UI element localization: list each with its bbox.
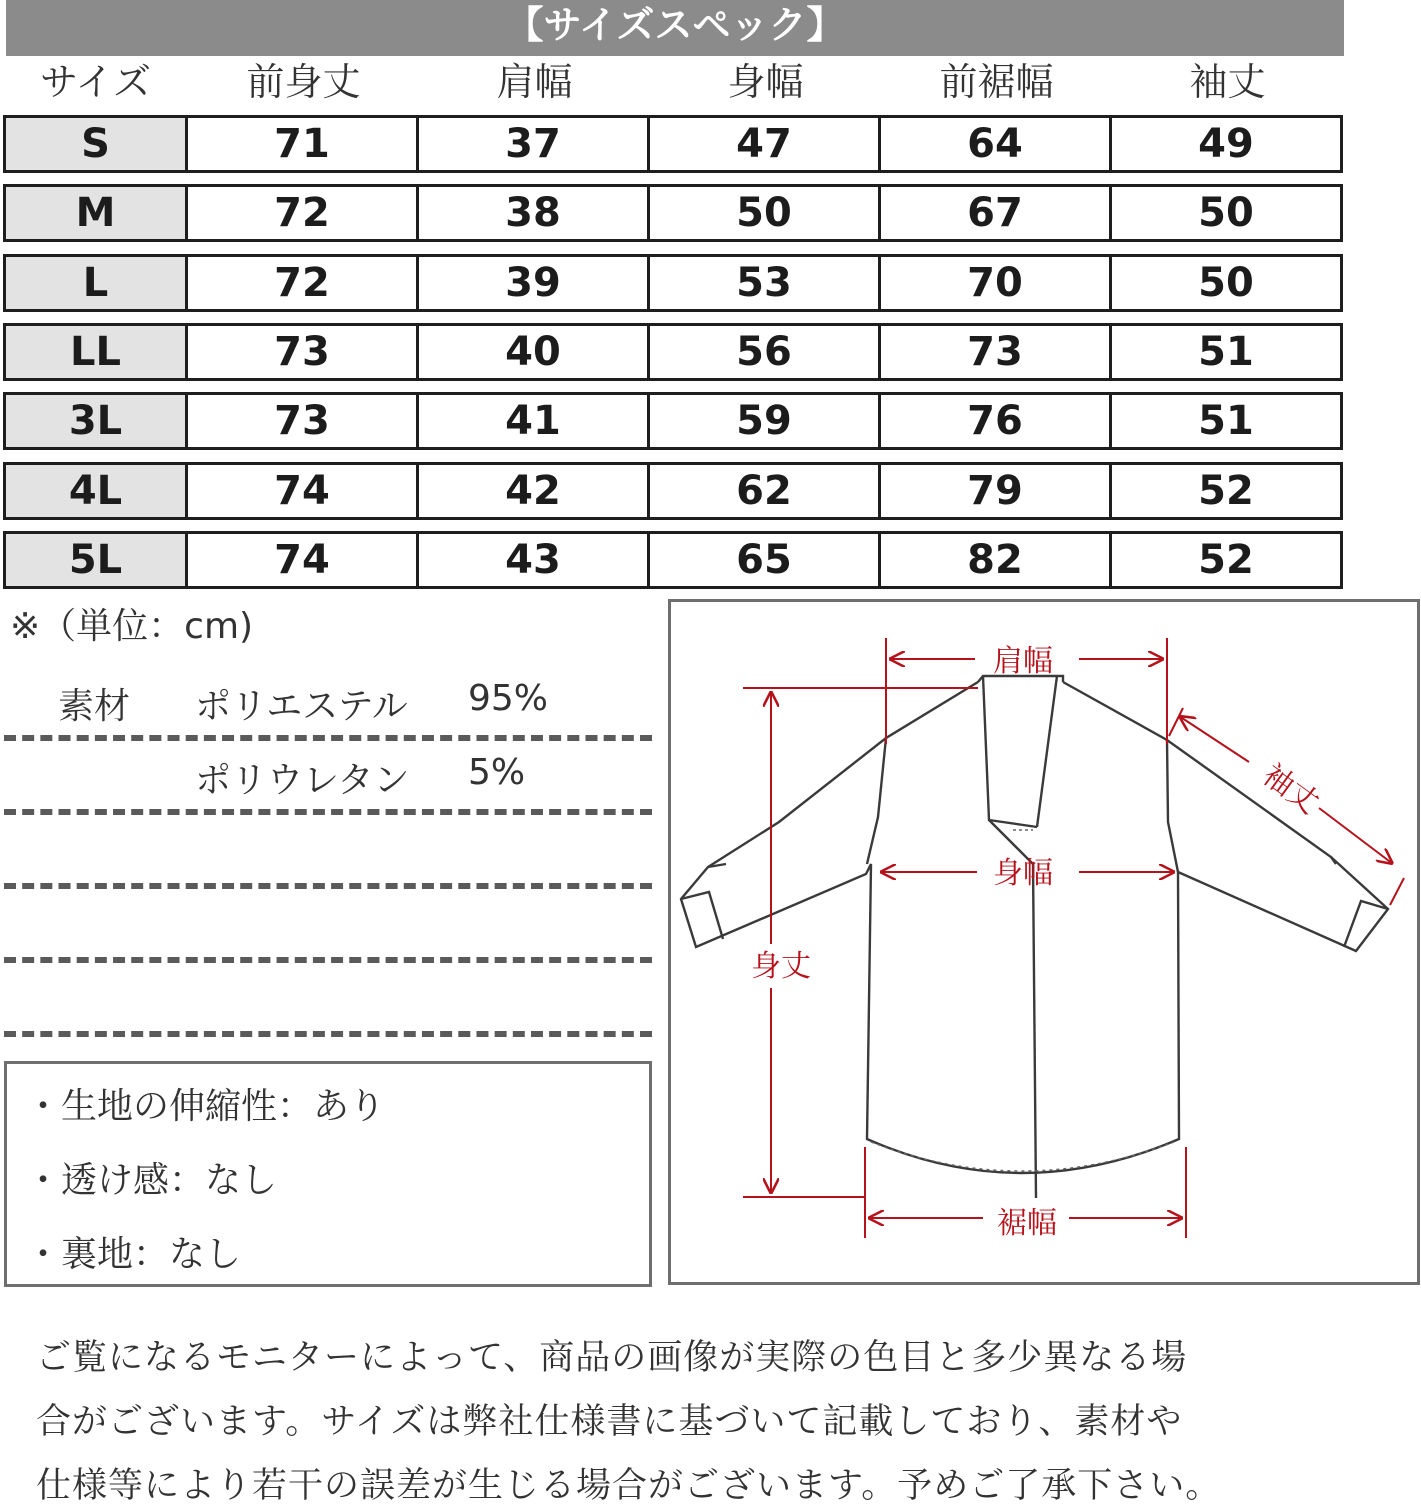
- header-shoulder: 肩幅: [496, 60, 573, 104]
- size-cell: M: [3, 184, 188, 242]
- size-cell: 3L: [3, 392, 188, 450]
- disclaimer-line: 仕様等により若干の誤差が生じる場合がございます。予めご了承下さい。: [36, 1466, 1222, 1506]
- material-percent: 95%: [468, 678, 549, 719]
- value-cell: 76: [878, 392, 1112, 450]
- value-cell: 52: [1109, 462, 1343, 520]
- value-cell: 65: [647, 531, 881, 589]
- measurement-lines: [743, 638, 1404, 1238]
- value-cell: 73: [878, 323, 1112, 381]
- header-body-width: 身幅: [727, 60, 804, 104]
- value-cell: 41: [416, 392, 650, 450]
- material-name: ポリエステル: [195, 686, 408, 727]
- size-row-m: [3, 184, 1343, 242]
- divider: [4, 1031, 652, 1037]
- divider: [4, 809, 652, 815]
- material-label: 素材: [58, 686, 131, 727]
- header-size: サイズ: [40, 60, 151, 104]
- value-cell: 72: [185, 184, 419, 242]
- value-cell: 40: [416, 323, 650, 381]
- property-stretch: ・生地の伸縮性：あり: [25, 1086, 386, 1127]
- size-row-3l: [3, 392, 1343, 450]
- value-cell: 56: [647, 323, 881, 381]
- divider: [4, 883, 652, 889]
- value-cell: 53: [647, 254, 881, 312]
- size-row-5l: [3, 531, 1343, 589]
- material-name: ポリウレタン: [195, 760, 410, 801]
- value-cell: 50: [647, 184, 881, 242]
- garment-illustration: [671, 602, 1417, 1282]
- value-cell: 43: [416, 531, 650, 589]
- property-sheerness: ・透け感：なし: [25, 1160, 278, 1201]
- property-lining: ・裏地：なし: [25, 1234, 242, 1275]
- value-cell: 39: [416, 254, 650, 312]
- value-cell: 74: [185, 531, 419, 589]
- size-spec-title: 【サイズスペック】: [6, 0, 1344, 56]
- size-cell: 5L: [3, 531, 188, 589]
- label-sleeve: 袖丈: [1256, 757, 1326, 822]
- value-cell: 50: [1109, 254, 1343, 312]
- value-cell: 42: [416, 462, 650, 520]
- value-cell: 70: [878, 254, 1112, 312]
- value-cell: 72: [185, 254, 419, 312]
- size-row-ll: [3, 323, 1343, 381]
- disclaimer-line: ご覧になるモニターによって、商品の画像が実際の色目と多少異なる場: [36, 1338, 1188, 1378]
- value-cell: 73: [185, 323, 419, 381]
- header-front-length: 前身丈: [246, 60, 361, 104]
- value-cell: 62: [647, 462, 881, 520]
- disclaimer-line: 合がございます。サイズは弊社仕様書に基づいて記載しており、素材や: [36, 1402, 1183, 1442]
- size-cell: LL: [3, 323, 188, 381]
- value-cell: 50: [1109, 184, 1343, 242]
- header-front-hem: 前裾幅: [939, 60, 1054, 104]
- size-cell: 4L: [3, 462, 188, 520]
- divider: [4, 735, 652, 741]
- value-cell: 59: [647, 392, 881, 450]
- size-row-s: [3, 115, 1343, 173]
- header-sleeve: 袖丈: [1189, 60, 1266, 104]
- divider: [4, 957, 652, 963]
- size-row-4l: [3, 462, 1343, 520]
- label-length: 身丈: [751, 949, 811, 984]
- label-body-width: 身幅: [993, 856, 1053, 891]
- fabric-properties-box: [4, 1061, 652, 1287]
- value-cell: 51: [1109, 392, 1343, 450]
- value-cell: 79: [878, 462, 1112, 520]
- value-cell: 74: [185, 462, 419, 520]
- value-cell: 51: [1109, 323, 1343, 381]
- value-cell: 64: [878, 115, 1112, 173]
- value-cell: 73: [185, 392, 419, 450]
- value-cell: 47: [647, 115, 881, 173]
- size-cell: S: [3, 115, 188, 173]
- value-cell: 49: [1109, 115, 1343, 173]
- size-cell: L: [3, 254, 188, 312]
- value-cell: 37: [416, 115, 650, 173]
- blouse-outline: [681, 676, 1388, 1198]
- unit-note: ※（単位：cm): [10, 606, 254, 647]
- value-cell: 82: [878, 531, 1112, 589]
- value-cell: 71: [185, 115, 419, 173]
- measurement-diagram: [668, 599, 1420, 1285]
- label-shoulder: 肩幅: [993, 644, 1053, 679]
- value-cell: 52: [1109, 531, 1343, 589]
- material-percent: 5%: [468, 752, 526, 793]
- value-cell: 38: [416, 184, 650, 242]
- value-cell: 67: [878, 184, 1112, 242]
- size-row-l: [3, 254, 1343, 312]
- label-hem: 裾幅: [997, 1206, 1057, 1241]
